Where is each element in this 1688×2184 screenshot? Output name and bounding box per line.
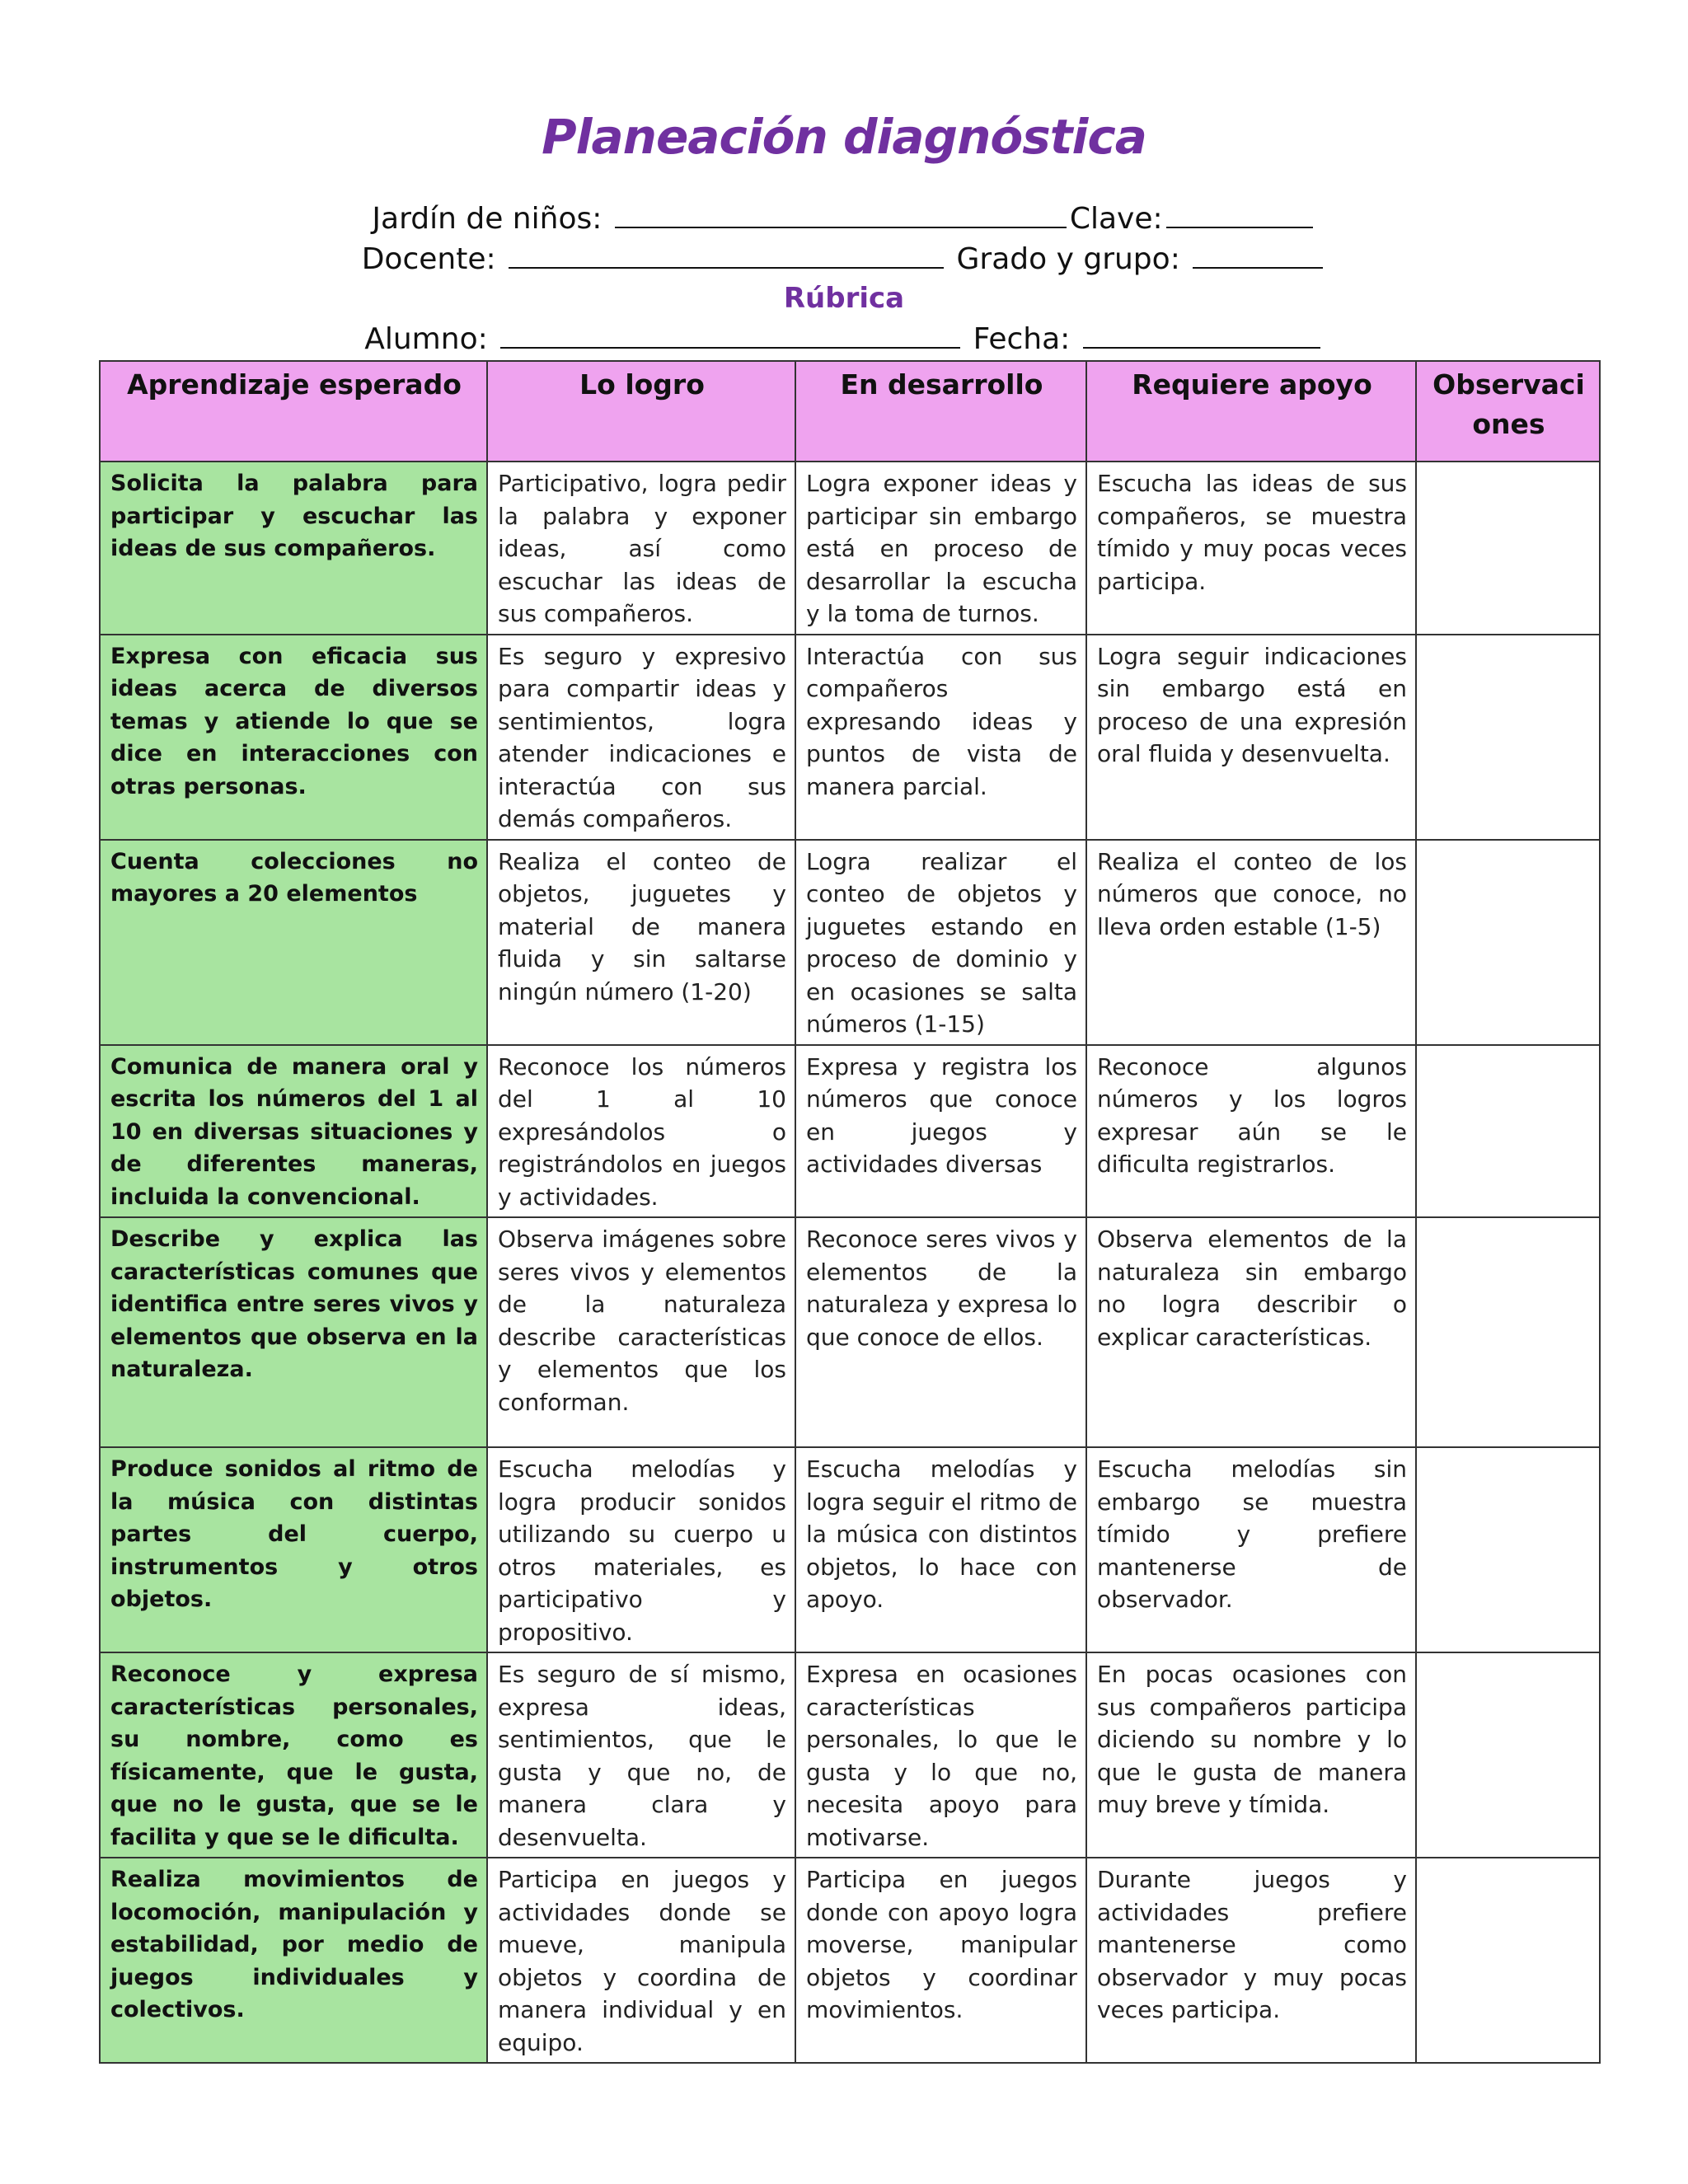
cell-aprendizaje: Produce sonidos al ritmo de la música con distintas partes del cuerpo, instrumentos y otros objetos. — [100, 1447, 487, 1652]
table-row — [100, 1447, 1600, 1652]
header-logro: Lo logro — [487, 361, 795, 462]
table-header-row — [100, 361, 1600, 462]
rubrica-heading: Rúbrica — [783, 282, 905, 315]
docente-field[interactable] — [509, 239, 944, 269]
grado-field[interactable] — [1193, 239, 1323, 269]
cell-aprendizaje: Reconoce y expresa características personales, su nombre, como es físicamente, que le gusta, que no le gusta, que se le facilita y que se le dificulta. — [100, 1652, 487, 1858]
cell-observaciones[interactable] — [1416, 1447, 1600, 1652]
cell-aprendizaje: Comunica de manera oral y escrita los números del 1 al 10 en diversas situaciones y de diferentes maneras, incluida la convencional. — [100, 1045, 487, 1218]
cell-desarrollo: Interactúa con sus compañeros expresando ideas y puntos de vista de manera parcial. — [795, 635, 1086, 840]
fecha-field[interactable] — [1083, 319, 1320, 349]
rubric-table — [99, 360, 1601, 2064]
cell-desarrollo: Escucha melodías y logra seguir el ritmo de la música con distintos objetos, lo hace con apoyo. — [795, 1447, 1086, 1652]
jardin-label: Jardín de niños: — [372, 202, 603, 236]
clave-field[interactable] — [1166, 199, 1313, 228]
table-row — [100, 1045, 1600, 1218]
jardin-field[interactable] — [615, 199, 1067, 228]
cell-observaciones[interactable] — [1416, 635, 1600, 840]
cell-desarrollo: Expresa en ocasiones características personales, lo que le gusta y lo que no, necesita apoyo para motivarse. — [795, 1652, 1086, 1858]
cell-observaciones[interactable] — [1416, 1217, 1600, 1447]
table-row — [100, 1217, 1600, 1447]
header-line-docente — [0, 239, 1688, 276]
header-observaciones: Observaciones — [1416, 361, 1600, 462]
cell-apoyo: Escucha melodías sin embargo se muestra tímido y prefiere mantenerse de observador. — [1086, 1447, 1416, 1652]
cell-observaciones[interactable] — [1416, 462, 1600, 635]
cell-desarrollo: Logra realizar el conteo de objetos y juguetes estando en proceso de dominio y en ocasiones se salta números (1-15) — [795, 840, 1086, 1045]
table-row — [100, 840, 1600, 1045]
cell-observaciones[interactable] — [1416, 1652, 1600, 1858]
cell-aprendizaje: Describe y explica las características comunes que identifica entre seres vivos y elementos que observa en la naturaleza. — [100, 1217, 487, 1447]
cell-apoyo: Logra seguir indicaciones sin embargo está en proceso de una expresión oral fluida y desenvuelta. — [1086, 635, 1416, 840]
alumno-field[interactable] — [500, 319, 960, 349]
cell-desarrollo: Expresa y registra los números que conoce en juegos y actividades diversas — [795, 1045, 1086, 1218]
header-apoyo: Requiere apoyo — [1086, 361, 1416, 462]
cell-logro: Participativo, logra pedir la palabra y exponer ideas, así como escuchar las ideas de sus compañeros. — [487, 462, 795, 635]
cell-logro: Participa en juegos y actividades donde se mueve, manipula objetos y coordina de manera individual y en equipo. — [487, 1858, 795, 2063]
clave-label: Clave: — [1069, 202, 1163, 236]
cell-logro: Observa imágenes sobre seres vivos y elementos de la naturaleza describe características y elementos que los conforman. — [487, 1217, 795, 1447]
grado-label: Grado y grupo: — [956, 242, 1180, 276]
header-desarrollo: En desarrollo — [795, 361, 1086, 462]
cell-logro: Realiza el conteo de objetos, juguetes y material de manera fluida y sin saltarse ningún número (1-20) — [487, 840, 795, 1045]
page-title: Planeación diagnóstica — [542, 109, 1146, 165]
cell-apoyo: Escucha las ideas de sus compañeros, se muestra tímido y muy pocas veces participa. — [1086, 462, 1416, 635]
header-line-alumno — [0, 319, 1688, 356]
cell-apoyo: En pocas ocasiones con sus compañeros participa diciendo su nombre y lo que le gusta de manera muy breve y tímida. — [1086, 1652, 1416, 1858]
cell-observaciones[interactable] — [1416, 1045, 1600, 1218]
cell-observaciones[interactable] — [1416, 1858, 1600, 2063]
cell-aprendizaje: Expresa con eficacia sus ideas acerca de diversos temas y atiende lo que se dice en interacciones con otras personas. — [100, 635, 487, 840]
cell-aprendizaje: Realiza movimientos de locomoción, manipulación y estabilidad, por medio de juegos individuales y colectivos. — [100, 1858, 487, 2063]
cell-apoyo: Realiza el conteo de los números que conoce, no lleva orden estable (1-5) — [1086, 840, 1416, 1045]
cell-observaciones[interactable] — [1416, 840, 1600, 1045]
header-aprendizaje: Aprendizaje esperado — [100, 361, 487, 462]
alumno-label: Alumno: — [364, 322, 488, 356]
cell-desarrollo: Participa en juegos donde con apoyo logra moverse, manipular objetos y coordinar movimientos. — [795, 1858, 1086, 2063]
cell-logro: Reconoce los números del 1 al 10 expresándolos o registrándolos en juegos y actividades. — [487, 1045, 795, 1218]
table-row — [100, 1652, 1600, 1858]
cell-logro: Escucha melodías y logra producir sonidos utilizando su cuerpo u otros materiales, es participativo y propositivo. — [487, 1447, 795, 1652]
cell-apoyo: Reconoce algunos números y los logros expresar aún se le dificulta registrarlos. — [1086, 1045, 1416, 1218]
table-row — [100, 635, 1600, 840]
cell-logro: Es seguro de sí mismo, expresa ideas, sentimientos, que le gusta y que no, de manera clara y desenvuelta. — [487, 1652, 795, 1858]
cell-apoyo: Observa elementos de la naturaleza sin embargo no logra describir o explicar características. — [1086, 1217, 1416, 1447]
cell-desarrollo: Reconoce seres vivos y elementos de la naturaleza y expresa lo que conoce de ellos. — [795, 1217, 1086, 1447]
cell-aprendizaje: Cuenta colecciones no mayores a 20 elementos — [100, 840, 487, 1045]
header-line-jardin — [0, 199, 1688, 236]
cell-logro: Es seguro y expresivo para compartir ideas y sentimientos, logra atender indicaciones e interactúa con sus demás compañeros. — [487, 635, 795, 840]
fecha-label: Fecha: — [973, 322, 1071, 356]
table-row — [100, 1858, 1600, 2063]
cell-apoyo: Durante juegos y actividades prefiere mantenerse como observador y muy pocas veces participa. — [1086, 1858, 1416, 2063]
docente-label: Docente: — [361, 242, 496, 276]
cell-aprendizaje: Solicita la palabra para participar y escuchar las ideas de sus compañeros. — [100, 462, 487, 635]
table-row — [100, 462, 1600, 635]
cell-desarrollo: Logra exponer ideas y participar sin embargo está en proceso de desarrollar la escucha y la toma de turnos. — [795, 462, 1086, 635]
